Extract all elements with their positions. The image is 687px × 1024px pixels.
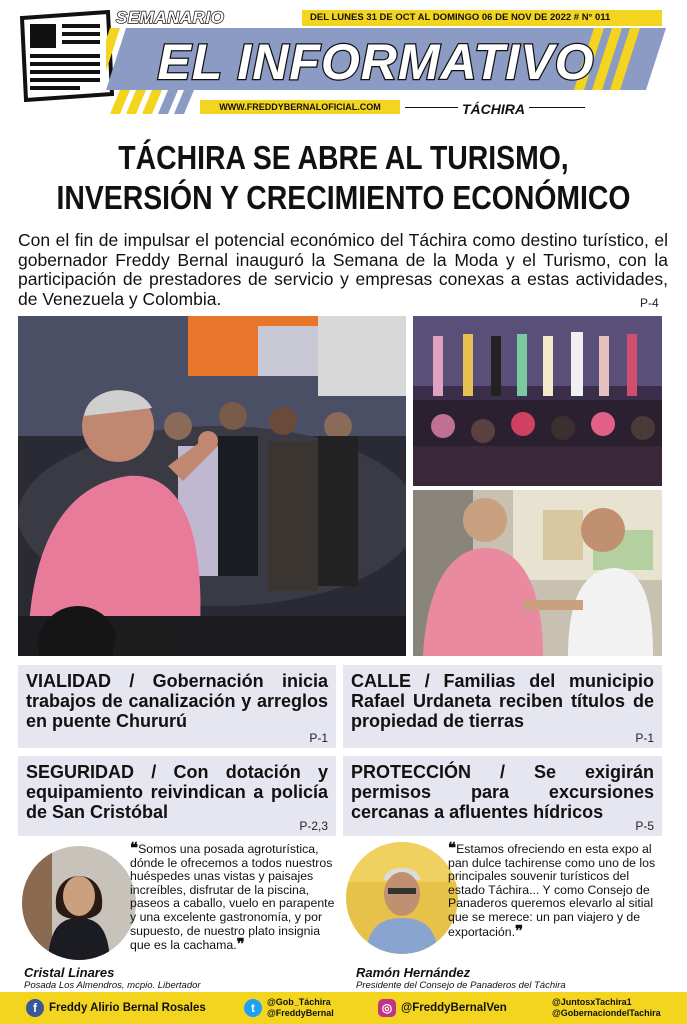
masthead-title: EL INFORMATIVO (157, 34, 595, 90)
avatar-ramon-hernandez (346, 842, 458, 954)
news-item-vialidad[interactable] (18, 665, 336, 748)
person-role-ramon: Presidente del Consejo de Panaderos del Táchira (356, 980, 566, 991)
twitter-handle-1: @Gob_Táchira (267, 997, 331, 1007)
extra-handles (552, 997, 661, 1019)
twitter-handle-2: @FreddyBernal (267, 1008, 334, 1018)
person-role-cristal: Posada Los Almendros, mcpio. Libertador (24, 980, 201, 991)
news-text: VIALIDAD / Gobernación inicia trabajos de canalización y arreglos en puente Chururú (26, 671, 328, 731)
footer-twitter[interactable] (244, 992, 334, 1024)
news-text: PROTECCIÓN / Se exigirán permisos para excursiones cercanas a afluentes hídricos (351, 762, 654, 822)
facebook-handle: Freddy Alirio Bernal Rosales (49, 1002, 206, 1014)
quote-close-icon: ❞ (515, 922, 524, 940)
quote-open-icon: ❝ (130, 840, 139, 857)
issue-dates: DEL LUNES 31 DE OCT AL DOMINGO 06 DE NOV DE 2022 # N° 011 (302, 10, 662, 26)
person-name-ramon: Ramón Hernández (356, 965, 471, 980)
footer-handles[interactable] (552, 992, 661, 1024)
twitter-handles (267, 997, 334, 1019)
news-text: SEGURIDAD / Con dotación y equipamiento reivindican a policía de San Cristóbal (26, 762, 328, 822)
news-page-ref: P-5 (635, 819, 654, 833)
masthead (0, 0, 687, 124)
quote-text: Estamos ofreciendo en esta expo al pan dulce tachirense como uno de los principales souvenir turísticos del estado Táchira... Y como Consejo de Panaderos queremos elevarlo al sitial que se merece: un pan viajero y de exportación. (448, 842, 656, 939)
main-photo-governor-speech (18, 316, 406, 656)
masthead-semanario: SEMANARIO (116, 8, 225, 27)
avatar-cristal-linares (22, 846, 136, 960)
news-page-ref: P-2,3 (299, 819, 328, 833)
news-item-proteccion[interactable] (343, 756, 662, 836)
news-page-ref: P-1 (309, 731, 328, 745)
quote-ramon-hernandez (448, 842, 662, 939)
lead-paragraph: Con el fin de impulsar el potencial económico del Táchira como destino turístico, el gobernador Freddy Bernal inauguró la Semana de la Moda y el Turismo, con la participación de prestadores de servicio y empresas conexas a estas actividades, de Venezuela y Colombia. (18, 230, 668, 309)
instagram-handle: @FreddyBernalVen (401, 1002, 507, 1014)
news-item-calle[interactable] (343, 665, 662, 748)
quote-text: Somos una posada agroturística, dónde le ofrecemos a todos nuestros huéspedes unas vistas y paisajes increíbles, disfrutar de la piscina, paseos a caballo, vuelo en parapente y una excelente gastronomía, y por supuesto, de nuestro plato insignia que es la cachama. (130, 842, 335, 953)
masthead-region: TÁCHIRA (458, 101, 529, 117)
quote-open-icon: ❝ (448, 840, 457, 857)
photo-fashion-show (413, 316, 662, 486)
news-text: CALLE / Familias del municipio Rafael Urdaneta reciben títulos de propiedad de tierras (351, 671, 654, 731)
footer-facebook[interactable] (26, 992, 206, 1024)
twitter-icon: t (244, 999, 262, 1017)
instagram-icon: ◎ (378, 999, 396, 1017)
handle-2: @GobernaciondelTachira (552, 1008, 661, 1018)
headline-line-1: TÁCHIRA SE ABRE AL TURISMO, (118, 139, 569, 176)
news-item-seguridad[interactable] (18, 756, 336, 836)
handle-1: @JuntosxTachira1 (552, 997, 632, 1007)
person-name-cristal: Cristal Linares (24, 965, 115, 980)
footer-social-bar (0, 992, 687, 1024)
photo-governor-handshake (413, 490, 662, 656)
website-link[interactable]: WWW.FREDDYBERNALOFICIAL.COM (200, 100, 400, 114)
quote-close-icon: ❞ (236, 936, 245, 954)
headline-line-2: INVERSIÓN Y CRECIMIENTO ECONÓMICO (56, 179, 631, 216)
main-headline (48, 138, 639, 218)
footer-instagram[interactable] (378, 992, 507, 1024)
lead-page-ref: P-4 (640, 296, 659, 310)
news-page-ref: P-1 (635, 731, 654, 745)
quote-cristal-linares (130, 842, 335, 953)
newspaper-logo-icon (16, 10, 114, 102)
facebook-icon: f (26, 999, 44, 1017)
